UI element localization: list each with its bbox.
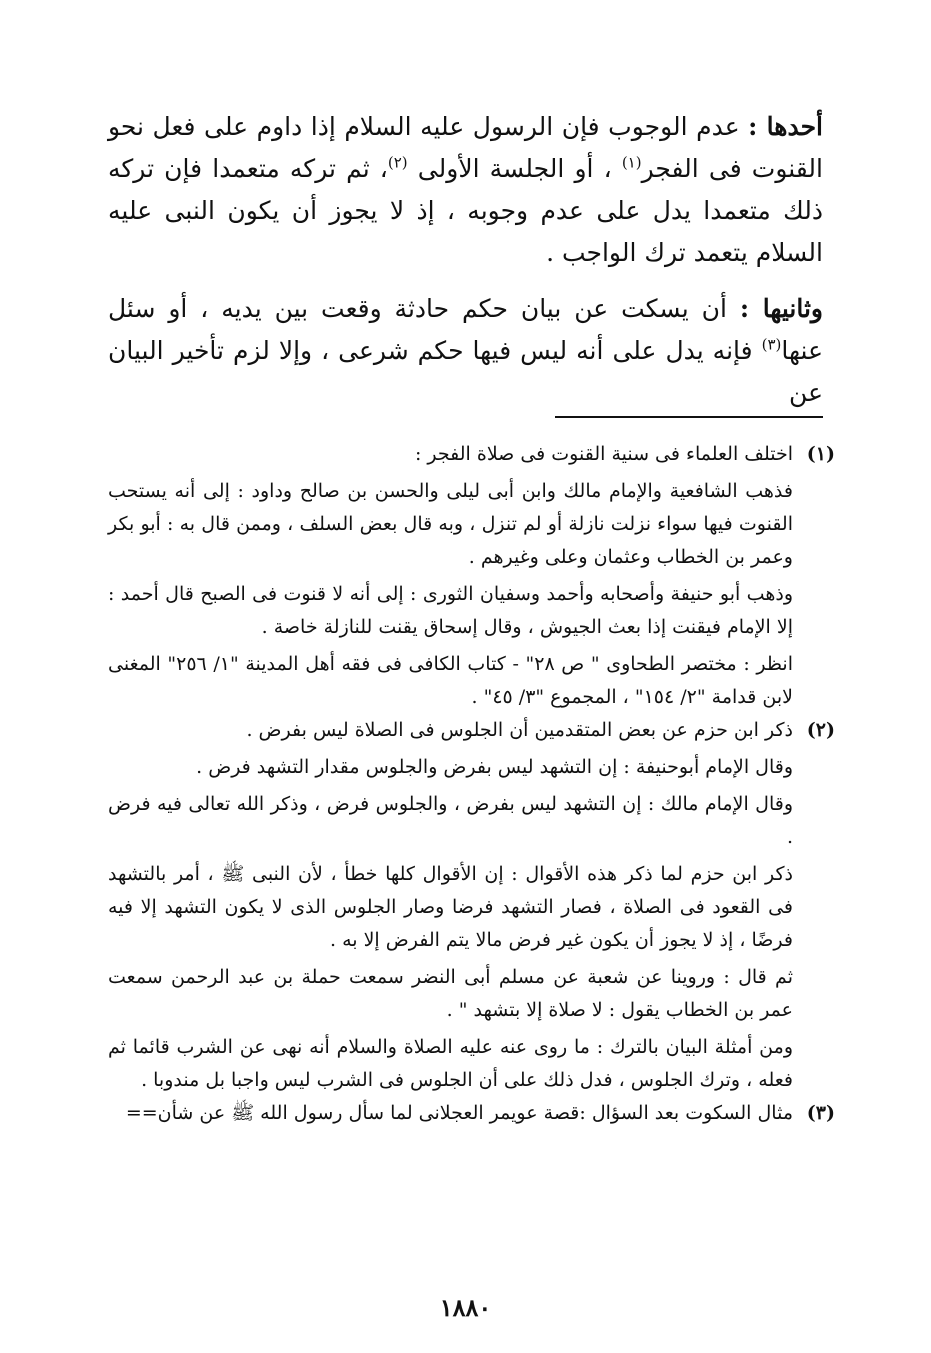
footnote-paragraph: ثم قال : وروينا عن شعبة عن مسلم أبى النضر سمعت حملة بن عبد الرحمن سمعت عمر بن الخطاب يقول : لا صلاة إلا بتشهد " . bbox=[108, 966, 793, 1021]
footnote-ref: (٢) bbox=[387, 153, 408, 172]
footnote-heading: اختلف العلماء فى سنية القنوت فى صلاة الفجر : bbox=[414, 443, 793, 465]
paragraph-lead: أحدها : bbox=[748, 112, 824, 141]
main-text bbox=[108, 106, 823, 414]
footnote-1 bbox=[108, 438, 835, 714]
footnote-paragraph: انظر : مختصر الطحاوى " ص ٢٨" - كتاب الكافى فى فقه أهل المدينة "١/ ٢٥٦" المغنى لابن قدامة "٢/ ١٥٤" ، المجموع "٣/ ٤٥" . bbox=[108, 653, 793, 708]
paragraph-text: أن يسكت عن بيان حكم حادثة وقعت بين يديه ، أو سئل عنها bbox=[108, 294, 823, 365]
paragraph-text: ، أو الجلسة الأولى bbox=[407, 154, 622, 183]
footnotes bbox=[108, 438, 835, 1130]
paragraph-lead: وثانيها : bbox=[739, 294, 823, 323]
paragraph-text: ، ثم تركه متعمدا فإن تركه ذلك متعمدا يدل على عدم وجوبه ، إذ لا يجوز أن يكون النبى عليه السلام يتعمد ترك الواجب . bbox=[108, 154, 823, 267]
footnote-paragraph: وقال الإمام أبوحنيفة : إن التشهد ليس بفرض والجلوس مقدار التشهد فرض . bbox=[196, 756, 793, 778]
footnote-2 bbox=[108, 714, 835, 1097]
footnote-paragraph: ومن أمثلة البيان بالترك : ما روى عنه عليه الصلاة والسلام أنه نهى عن الشرب قائما ثم فعله ، وترك الجلوس ، فدل ذلك على أن الجلوس فى الشرب ليس واجبا بل مندوبا . bbox=[108, 1036, 793, 1091]
footnote-heading: مثال السكوت بعد السؤال :قصة عويمر العجلانى لما سأل رسول الله ﷺ عن شأن== bbox=[125, 1102, 793, 1124]
footnote-ref: (١) bbox=[621, 153, 642, 172]
footnote-paragraph: فذهب الشافعية والإمام مالك وابن أبى ليلى والحسن بن صالح وداود : إلى أنه يستحب القنوت فيها سواء نزلت نازلة أو لم تنزل ، وبه قال بعض السلف ، وممن قال به : أبو بكر وعمر بن الخطاب وعثمان وعلى وغيرهم . bbox=[108, 480, 793, 568]
footnote-paragraph: ذكر ابن حزم لما ذكر هذه الأقوال : إن الأقوال كلها خطأ ، لأن النبى ﷺ ، أمر بالتشهد فى القعود فى الصلاة ، فصار التشهد فرضا وصار الجلوس الذى لا يكون التشهد إلا فيه فرضًا ، إذ لا يجوز أن يكون غير فرض مالا يتم الفرض إلا به . bbox=[108, 863, 793, 951]
footnote-paragraph: وقال الإمام مالك : إن التشهد ليس بفرض ، والجلوس فرض ، وذكر الله تعالى فيه فرض . bbox=[108, 793, 793, 848]
paragraph-first bbox=[108, 106, 823, 274]
footnote-separator bbox=[555, 416, 823, 418]
paragraph-text: فإنه يدل على أنه ليس فيها حكم شرعى ، وإلا لزم تأخير البيان عن bbox=[108, 336, 823, 407]
paragraph-text: عدم الوجوب فإن الرسول عليه السلام إذا داوم على فعل نحو القنوت فى الفجر bbox=[108, 112, 823, 183]
footnote-heading: ذكر ابن حزم عن بعض المتقدمين أن الجلوس فى الصلاة ليس بفرض . bbox=[246, 719, 793, 741]
footnote-ref: (٣) bbox=[761, 335, 782, 354]
footnote-paragraph: وذهب أبو حنيفة وأصحابه وأحمد وسفيان الثورى : إلى أنه لا قنوت فى الصبح قال أحمد : إلا الإمام فيقنت إذا بعث الجيوش ، وقال إسحاق يقنت للنازلة خاصة . bbox=[108, 583, 793, 638]
footnote-3 bbox=[108, 1097, 835, 1130]
footnote-number: (٣) bbox=[806, 1102, 835, 1124]
page-number: ١٨٨٠ bbox=[439, 1293, 492, 1322]
paragraph-second bbox=[108, 288, 823, 414]
footnote-number: (٢) bbox=[806, 719, 835, 741]
footnote-number: (١) bbox=[806, 443, 835, 465]
